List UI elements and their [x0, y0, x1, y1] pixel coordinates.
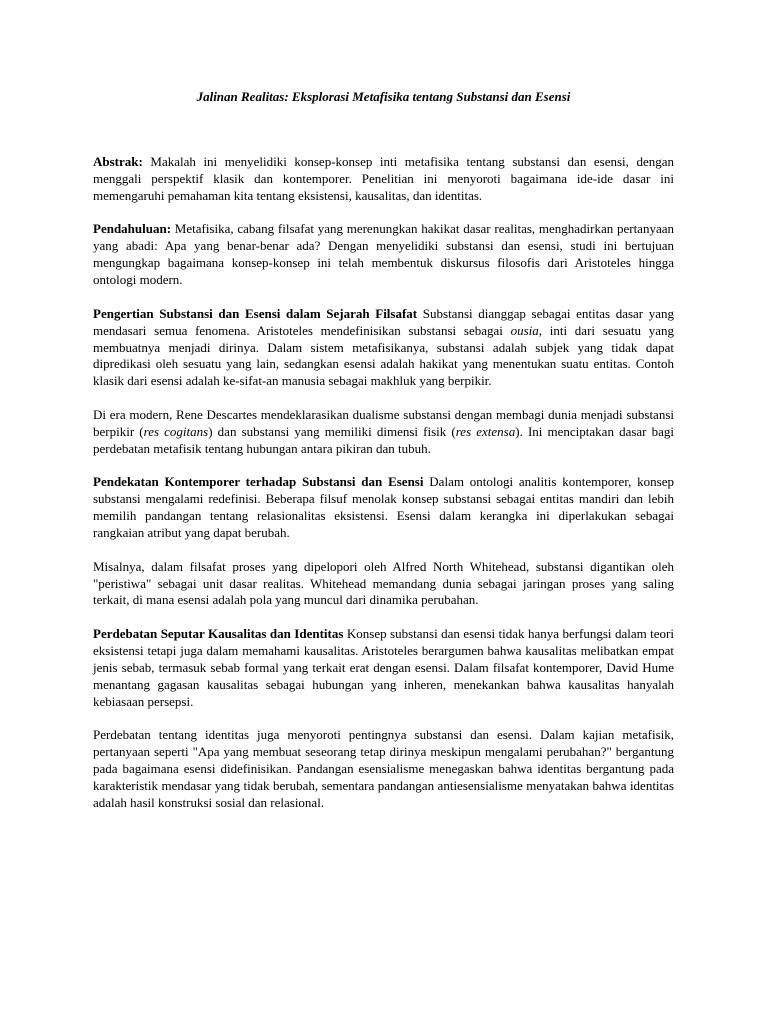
section-heading: Pendahuluan: [93, 221, 172, 237]
section-paragraph [93, 306, 674, 391]
section-heading: Abstrak: [93, 154, 143, 169]
section-paragraph [93, 154, 674, 205]
text-run: Konsep substansi dan esensi tidak hanya berfungsi dalam teori eksistensi tetapi juga dalam memahami kausalitas. Aristoteles berargumen bahwa kausalitas melibatkan empat jenis sebab, termasuk sebab formal yang terkait erat dengan esensi. Dalam filsafat kontemporer, David Hume menantang gagasan kausalitas sebagai hubungan yang inheren, menekankan bahwa kausalitas hanyalah kebiasaan persepsi. [93, 626, 675, 709]
section-heading: Perdebatan Seputar Kausalitas dan Identitas [93, 626, 344, 642]
text-run: Substansi dianggap sebagai entitas dasar yang mendasari semua fenomena. Aristoteles mendefinisikan substansi sebagai [93, 305, 675, 338]
italic-term: res extensa [455, 423, 516, 439]
text-run: Di era modern, Rene Descartes mendeklarasikan dualisme substansi dengan membagi dunia menjadi substansi berpikir ( [93, 406, 674, 439]
section-heading: Pendekatan Kontemporer terhadap Substansi dan Esensi [93, 474, 424, 490]
text-run: ) dan substansi yang memiliki dimensi fisik ( [208, 423, 456, 439]
text-run: Metafisika, cabang filsafat yang merenungkan hakikat dasar realitas, menghadirkan pertanyaan yang abadi: Apa yang benar-benar ada? Dengan menyelidiki substansi dan esensi, studi ini bertujuan mengungkap bagaimana konsep-konsep ini telah membentuk diskursus filosofis dari Aristoteles hingga ontologi modern. [93, 221, 674, 288]
section-paragraph [93, 474, 674, 542]
italic-term: ousia [510, 322, 539, 338]
text-run: Perdebatan tentang identitas juga menyoroti pentingnya substansi dan esensi. Dalam kajian metafisik, pertanyaan seperti "Apa yang membuat seseorang tetap dirinya meskipun mengalami perubahan?" bergantung pada bagaimana esensi didefinisikan. Pandangan esensialisme menegaskan bahwa identitas bergantung pada karakteristik mendasar yang tidak berubah, sementara pandangan antiesensialisme menyatakan bahwa identitas adalah hasil konstruksi sosial dan relasional. [93, 727, 674, 810]
section-paragraph [93, 407, 674, 458]
text-run: Makalah ini menyelidiki konsep-konsep inti metafisika tentang substansi dan esensi, dengan menggali perspektif klasik dan kontemporer. Penelitian ini menyoroti bagaimana ide-ide dasar ini memengaruhi pemahaman kita tentang eksistensi, kausalitas, dan identitas. [93, 154, 674, 203]
text-run: Misalnya, dalam filsafat proses yang dipelopori oleh Alfred North Whitehead, substansi digantikan oleh "peristiwa" sebagai unit dasar realitas. Whitehead memandang dunia sebagai jaringan proses yang saling terkait, di mana esensi adalah pola yang muncul dari dinamika perubahan. [93, 558, 674, 608]
document-body [93, 154, 674, 812]
section-paragraph [93, 727, 674, 812]
section-paragraph [93, 626, 674, 711]
section-paragraph [93, 221, 674, 289]
text-run: , inti dari sesuatu yang membuatnya menjadi dirinya. Dalam sistem metafisikanya, substansi adalah subjek yang tidak dapat dipredikasi oleh sesuatu yang lain, sedangkan esensi adalah hakikat yang menentukan suatu entitas. Contoh klasik dari esensi adalah ke-sifat-an manusia sebagai makhluk yang berpikir. [93, 322, 674, 389]
italic-term: res cogitans [143, 423, 209, 439]
text-run: ). Ini menciptakan dasar bagi perdebatan metafisik tentang hubungan antara pikiran dan tubuh. [93, 423, 675, 456]
text-run: Dalam ontologi analitis kontemporer, konsep substansi mengalami redefinisi. Beberapa filsuf menolak konsep substansi sebagai entitas mandiri dan lebih memilih pandangan tentang relasionalitas eksistensi. Esensi dalam kerangka ini diperlakukan sebagai rangkaian atribut yang dapat berubah. [93, 474, 675, 541]
document-title: Jalinan Realitas: Eksplorasi Metafisika tentang Substansi dan Esensi [196, 89, 571, 104]
section-paragraph [93, 559, 674, 610]
section-heading: Pengertian Substansi dan Esensi dalam Sejarah Filsafat [93, 305, 418, 321]
